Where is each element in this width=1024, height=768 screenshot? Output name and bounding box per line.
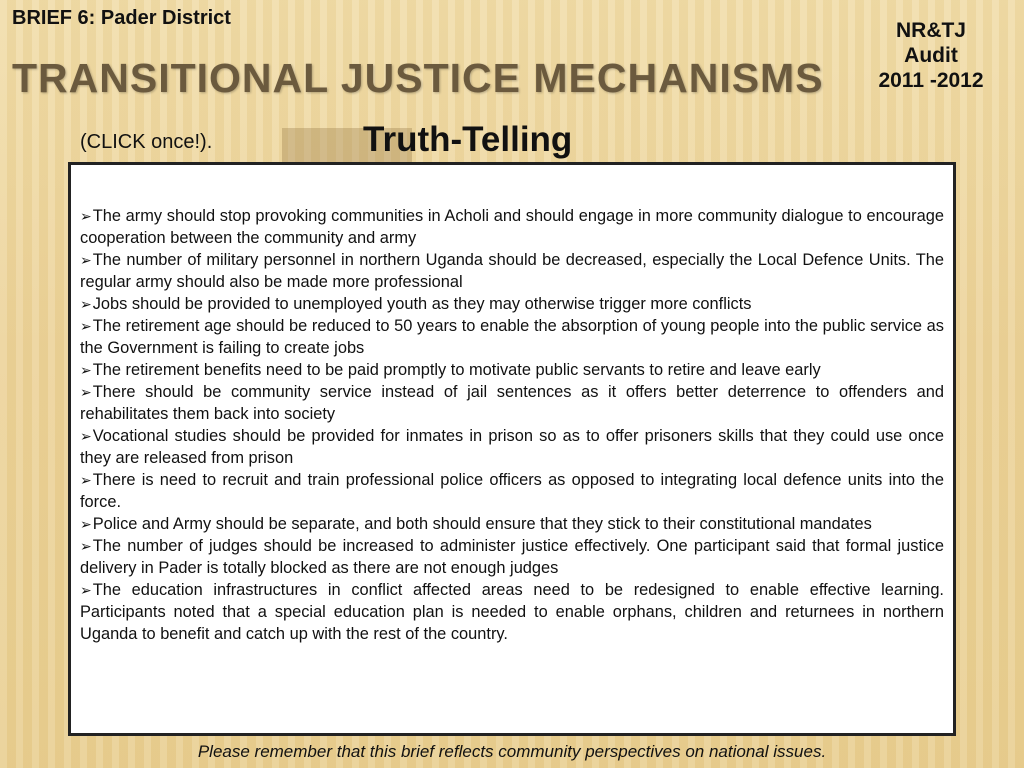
list-item [80,579,944,645]
list-item [80,249,944,293]
section-subtitle: Truth-Telling [363,120,573,159]
list-item-text: Police and Army should be separate, and both should ensure that they stick to their constitutional mandates [92,515,872,533]
audit-line-1: NR&TJ [895,19,966,42]
list-item [80,359,944,381]
list-item [80,381,944,425]
slide-title: TRANSITIONAL JUSTICE MECHANISMS [12,55,824,101]
arrow-bullet-icon: ➢ [80,472,92,488]
arrow-bullet-icon: ➢ [80,538,92,554]
audit-line-3: 2011 -2012 [878,68,984,92]
list-item [80,513,944,535]
list-item [80,315,944,359]
list-item-text: The number of judges should be increased to administer justice effectively. One participant said that formal justice delivery in Pader is totally blocked as there are not enough judges [80,537,944,577]
list-item [80,535,944,579]
content-box[interactable] [68,162,956,736]
arrow-bullet-icon: ➢ [80,296,92,312]
arrow-bullet-icon: ➢ [80,516,92,532]
list-item-text: There should be community service instead of jail sentences as it offers better deterrence to offenders and rehabilitates them back into society [80,383,944,423]
list-item-text: Vocational studies should be provided for inmates in prison so as to offer prisoners skills that they could use once they are released from prison [80,427,944,467]
list-item [80,469,944,513]
list-item [80,205,944,249]
list-item [80,293,944,315]
list-item-text: There is need to recruit and train professional police officers as opposed to integrating local defence units into the force. [80,471,944,511]
arrow-bullet-icon: ➢ [80,582,92,598]
list-item-text: Jobs should be provided to unemployed youth as they may otherwise trigger more conflicts [92,295,752,313]
audit-label [856,19,1006,93]
list-item-text: The army should stop provoking communities in Acholi and should engage in more community dialogue to encourage cooperation between the community and army [80,207,944,247]
arrow-bullet-icon: ➢ [80,384,92,400]
arrow-bullet-icon: ➢ [80,428,92,444]
brief-label: BRIEF 6: Pader District [12,7,231,29]
arrow-bullet-icon: ➢ [80,208,92,224]
list-item-text: The education infrastructures in conflict affected areas need to be redesigned to enable effective learning. Participants noted that a special education plan is needed to enable orphans, children and returnees in northern Uganda to benefit and catch up with the rest of the country. [80,581,944,643]
arrow-bullet-icon: ➢ [80,318,92,334]
click-instruction: (CLICK once!). [80,131,213,153]
arrow-bullet-icon: ➢ [80,362,92,378]
list-item-text: The retirement age should be reduced to 50 years to enable the absorption of young people into the public service as the Government is failing to create jobs [80,317,944,357]
arrow-bullet-icon: ➢ [80,252,92,268]
footer-note: Please remember that this brief reflects community perspectives on national issues. [197,742,827,761]
recommendation-list [80,205,944,645]
list-item [80,425,944,469]
list-item-text: The number of military personnel in northern Uganda should be decreased, especially the Local Defence Units. The regular army should also be made more professional [80,251,944,291]
list-item-text: The retirement benefits need to be paid promptly to motivate public servants to retire and leave early [92,361,821,379]
audit-line-2: Audit [904,43,958,67]
